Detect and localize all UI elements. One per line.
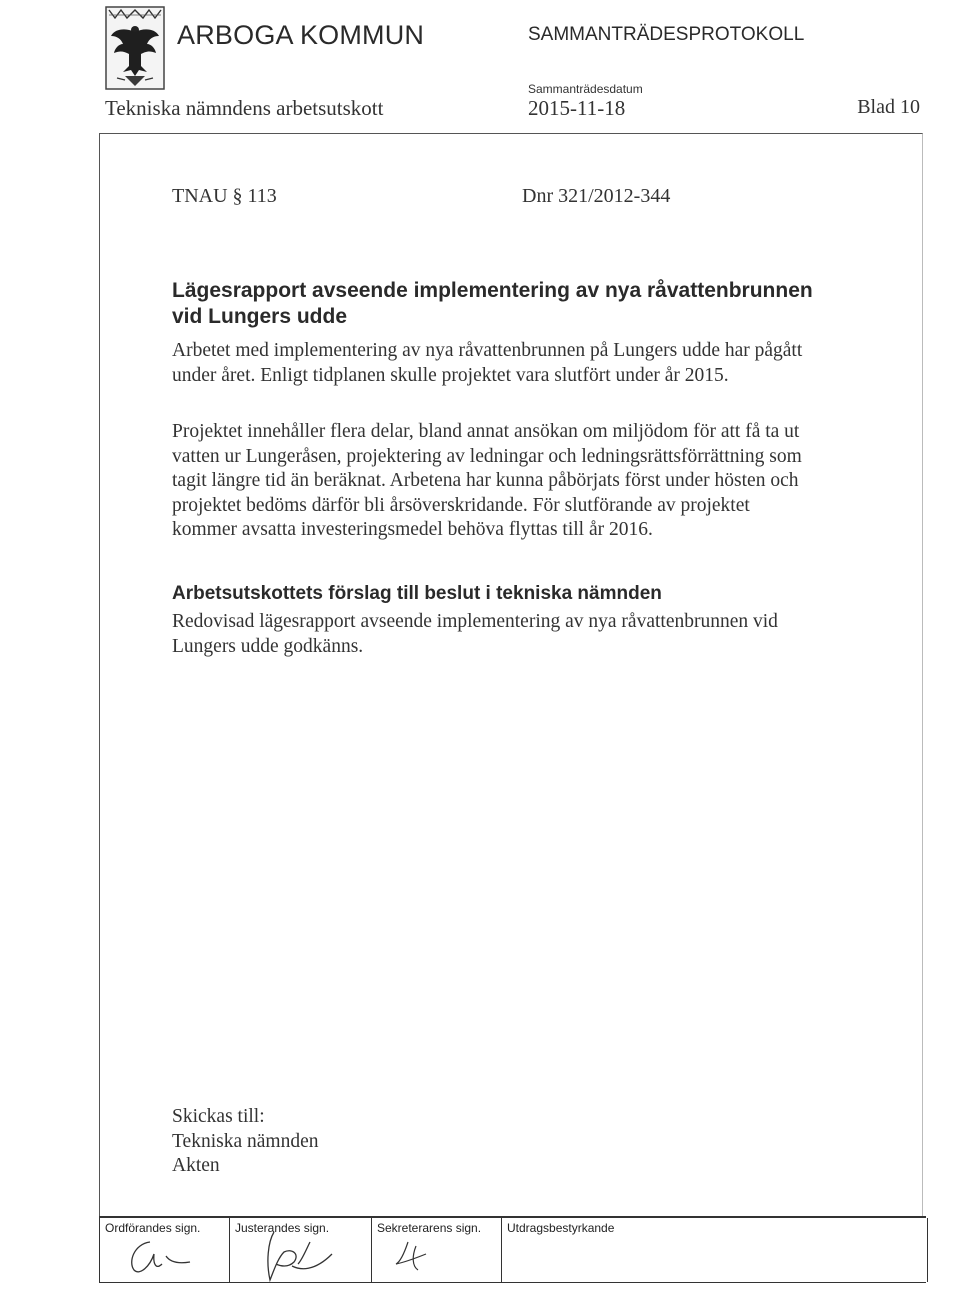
distribution-label: Skickas till: — [172, 1106, 265, 1127]
item-title: Lägesrapport avseende implementering av nya råvattenbrunnen vid Lungers udde — [172, 279, 813, 328]
body-paragraph: Projektet innehåller flera delar, bland annat ansökan om miljödom för att få ta ut vatten ur Lungeråsen, projektering av ledningar och ledningsrättsförrättning som tagit längre tid än beräknat. Arbetena har kunna påbörjats först under hösten och projektet bedöms därför bli årsöverskridande. För slutförande av projektet kommer avsatta investeringsmedel behöva flyttas till år 2016. — [172, 421, 802, 540]
page-number: Blad 10 — [857, 96, 920, 118]
registration-number: Dnr 321/2012-344 — [522, 185, 671, 207]
organization-name: ARBOGA KOMMUN — [177, 20, 425, 50]
chair-signature-label: Ordförandes sign. — [105, 1221, 201, 1235]
proposal-text: Redovisad lägesrapport avseende implementering av nya råvattenbrunnen vid Lungers udde godkänns. — [172, 611, 778, 657]
distribution-recipient: Akten — [172, 1155, 220, 1176]
document-type: SAMMANTRÄDESPROTOKOLL — [528, 24, 805, 45]
committee-name: Tekniska nämndens arbetsutskott — [105, 96, 384, 120]
secretary-signature-box — [371, 1218, 500, 1282]
distribution-recipient: Tekniska nämnden — [172, 1130, 319, 1152]
meeting-date: 2015-11-18 — [528, 96, 626, 120]
adjuster-signature-box — [229, 1218, 370, 1282]
meeting-date-label: Sammanträdesdatum — [528, 82, 643, 96]
signature-footer — [99, 1216, 926, 1283]
adjuster-signature-icon — [240, 1214, 350, 1286]
secretary-signature-icon — [386, 1234, 436, 1278]
distribution-list — [172, 1105, 318, 1179]
extract-certification-box — [501, 1218, 928, 1282]
secretary-signature-label: Sekreterarens sign. — [377, 1221, 482, 1235]
chair-signature-icon — [120, 1232, 200, 1278]
coat-of-arms-eagle-icon — [105, 6, 165, 90]
extract-certification-label: Utdragsbestyrkande — [507, 1221, 615, 1235]
chair-signature-box — [99, 1218, 228, 1282]
proposal-heading: Arbetsutskottets förslag till beslut i tekniska nämnden — [172, 583, 662, 604]
body-paragraph: Arbetet med implementering av nya råvattenbrunnen på Lungers udde har pågått under året. Enligt tidplanen skulle projektet vara slutfört under år 2015. — [172, 340, 803, 386]
adjuster-signature-label: Justerandes sign. — [235, 1221, 330, 1235]
case-number: TNAU § 113 — [172, 185, 277, 207]
